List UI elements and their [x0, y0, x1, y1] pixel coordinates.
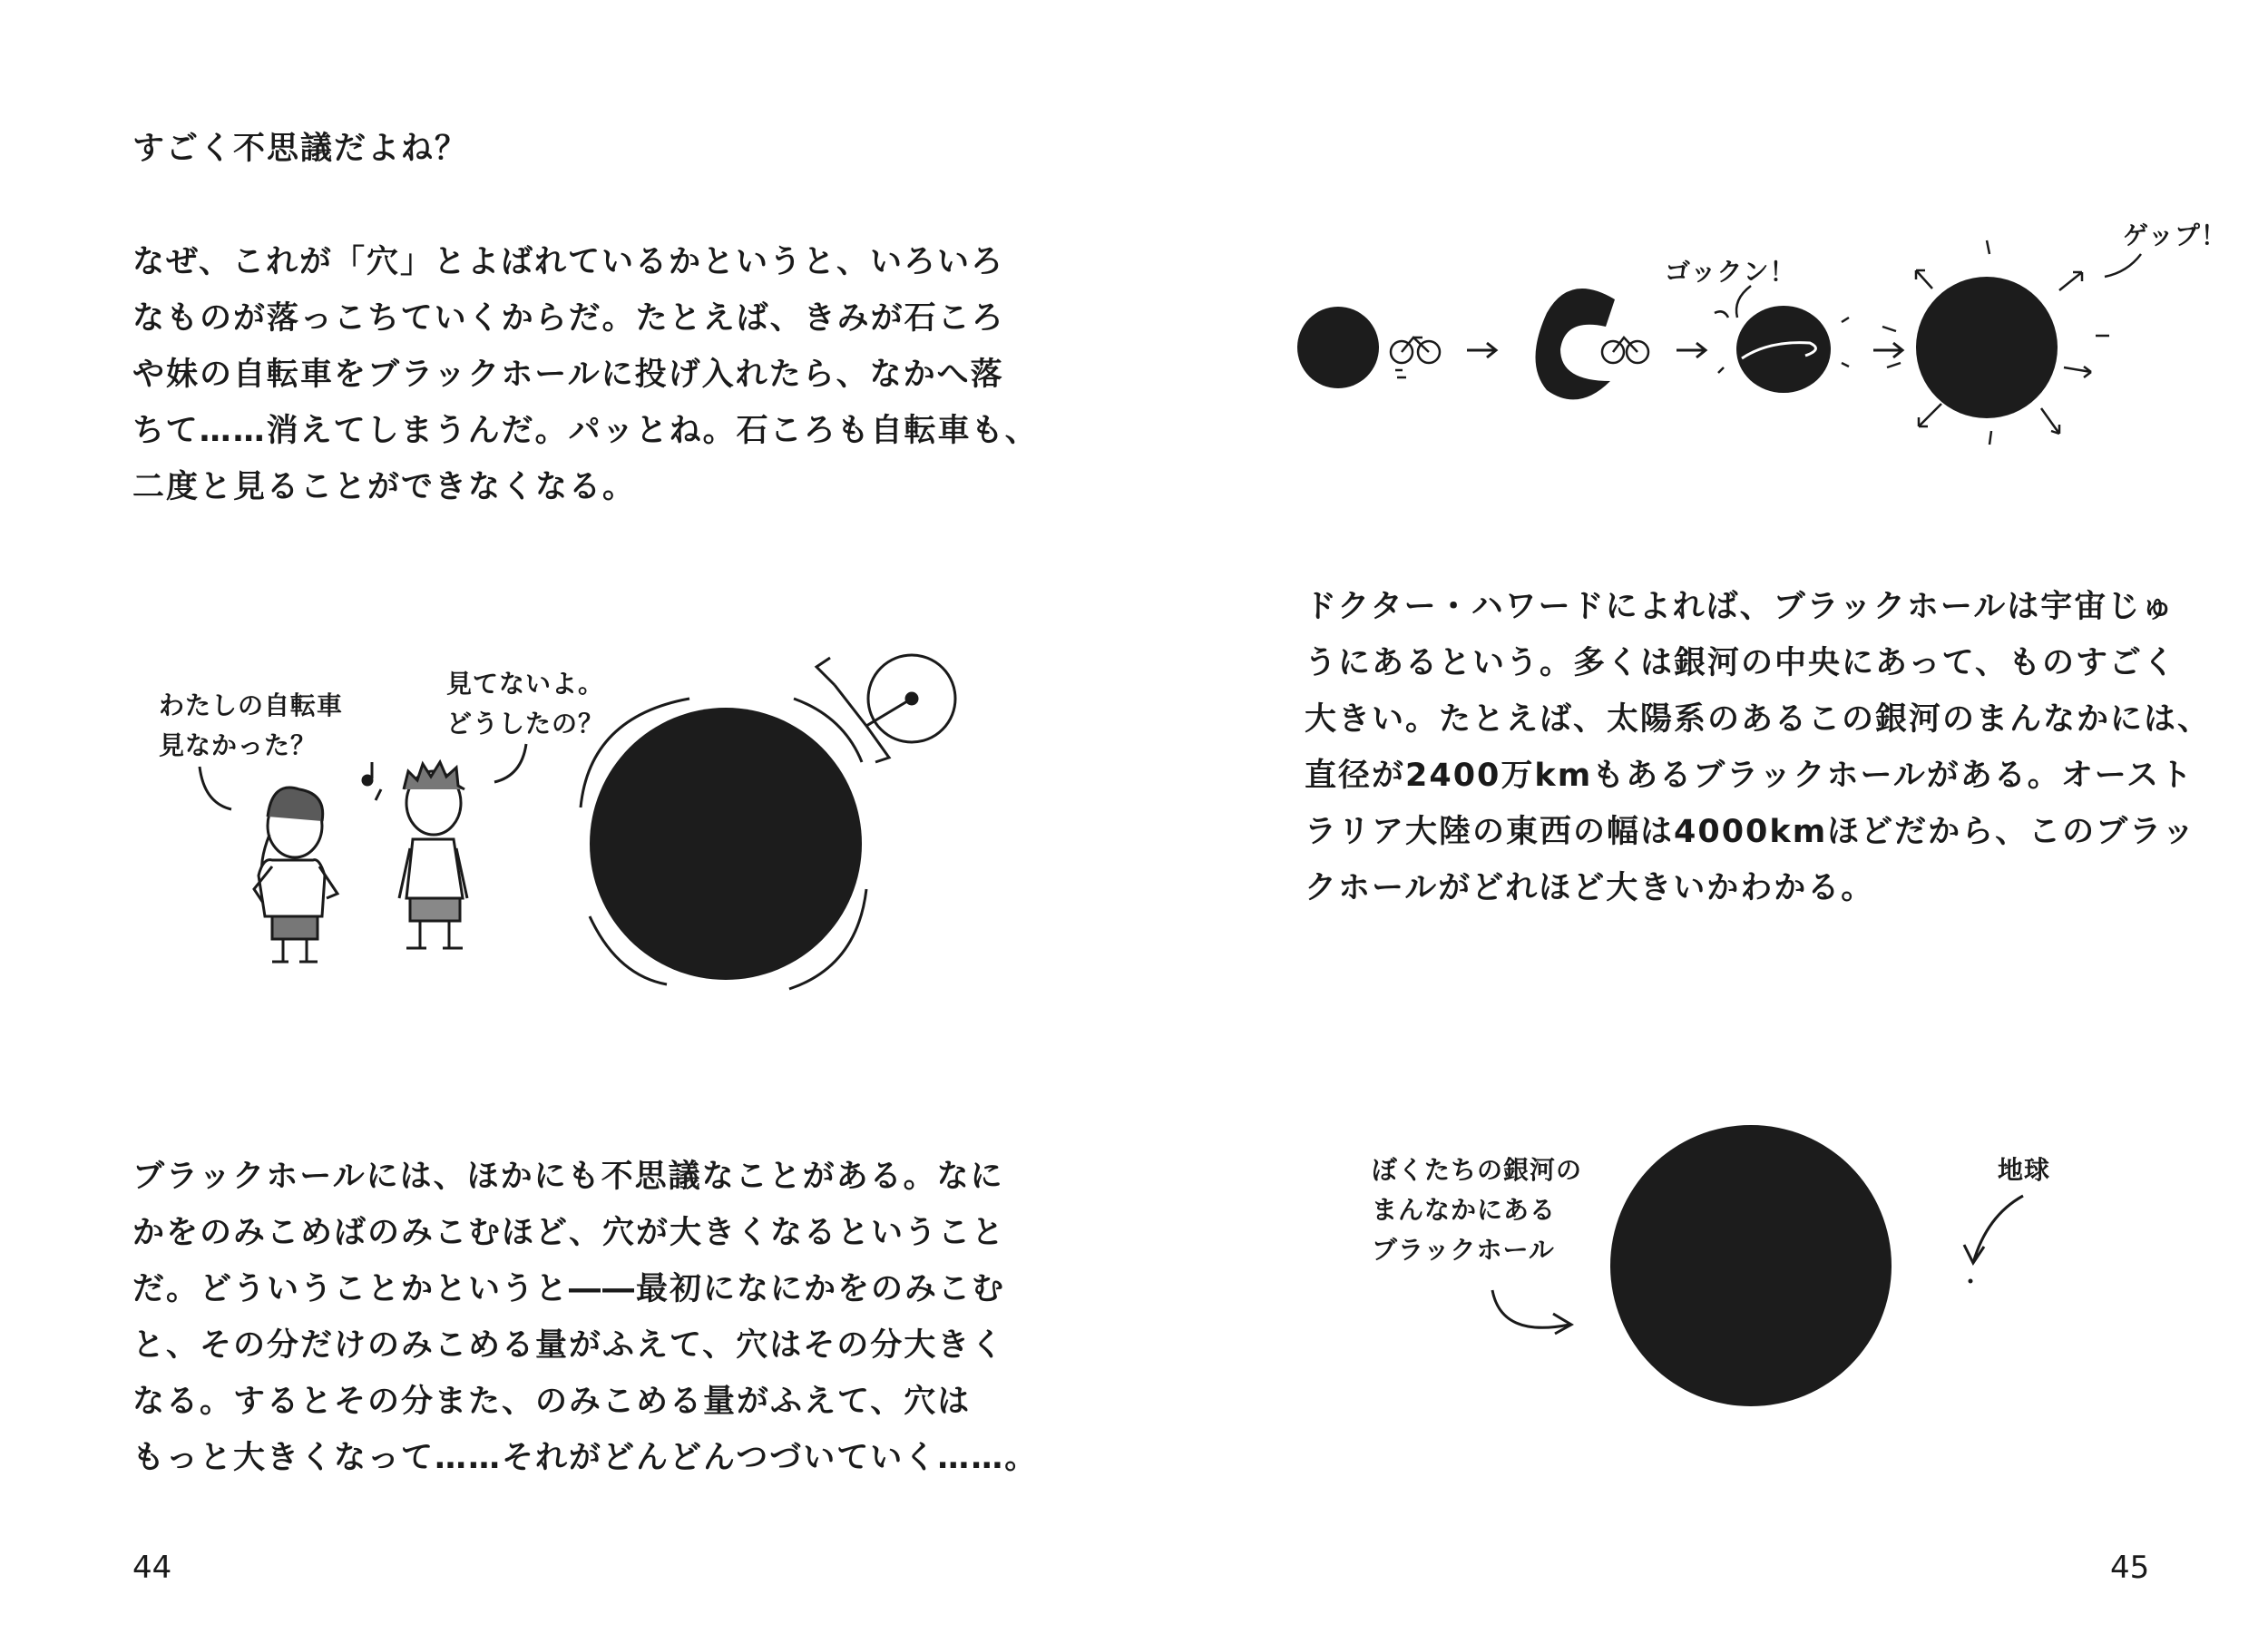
text-line: なぜ、これが「穴」とよばれているかというと、いろいろ [132, 244, 1004, 280]
black-hole [590, 708, 862, 980]
text-line: と、その分だけのみこめる量がふえて、穴はその分大きく [132, 1327, 1005, 1364]
size-comparison-illustration [1134, 0, 2268, 1644]
gulp-label: ゴックン！ [1665, 257, 1796, 287]
music-note-icon [363, 762, 381, 800]
girl-figure [254, 788, 337, 962]
text-line: なものが落っこちていくからだ。たとえば、きみが石ころ [132, 300, 1005, 337]
galaxy-black-hole-label: ぼくたちの銀河の まんなかにある ブラックホール [1372, 1155, 1583, 1265]
text-line: もっと大きくなって……それがどんどんつづいていく……。 [132, 1440, 1039, 1476]
text-line: かをのみこめばのみこむほど、穴が大きくなるということ [132, 1215, 1006, 1251]
intro-line: すごく不思議だよね？ [132, 131, 469, 167]
text-line: 直径が2400万kmもあるブラックホールがある。オースト [1305, 758, 2195, 794]
text-line: や妹の自転車をブラックホールに投げ入れたら、なかへ落 [132, 357, 1004, 393]
page-number: 44 [132, 1550, 172, 1586]
text-line: ブラックホールには、ほかにも不思議なことがある。なに [132, 1159, 1004, 1195]
bicycle-icon [816, 655, 955, 762]
girl-speech: わたしの自転車 見なかった？ [159, 690, 344, 760]
text-line: 二度と見ることができなくなる。 [132, 469, 637, 505]
boy-speech: 見てないよ。 どうしたの？ [446, 669, 605, 739]
galaxy-black-hole [1610, 1125, 1892, 1406]
text-line: クホールがどれほど大きいかわかる。 [1305, 870, 1875, 906]
right-page [1134, 0, 2268, 1644]
text-line: うにあるという。多くは銀河の中央にあって、ものすごく [1305, 645, 2176, 681]
text-line: 大きい。たとえば、太陽系のあるこの銀河のまんなかには、 [1305, 701, 2212, 738]
text-line: だ。どういうことかというと――最初になにかをのみこむ [132, 1271, 1006, 1307]
burp-label: ゲップ！ [2123, 220, 2227, 250]
text-line: ドクター・ハワードによれば、ブラックホールは宇宙じゅ [1305, 589, 2175, 625]
earth-label: 地球 [1998, 1155, 2051, 1185]
boy-figure [399, 762, 467, 948]
page-number: 45 [2110, 1550, 2150, 1586]
paragraph-hole-growth [132, 1149, 1038, 1486]
text-line: ちて……消えてしまうんだ。パッとね。石ころも自転車も、 [132, 413, 1039, 449]
text-line: なる。するとその分また、のみこめる量がふえて、穴は [132, 1384, 972, 1420]
text-line: ラリア大陸の東西の幅は4000kmほどだから、このブラッ [1305, 814, 2196, 850]
earth-dot [1969, 1279, 1973, 1284]
